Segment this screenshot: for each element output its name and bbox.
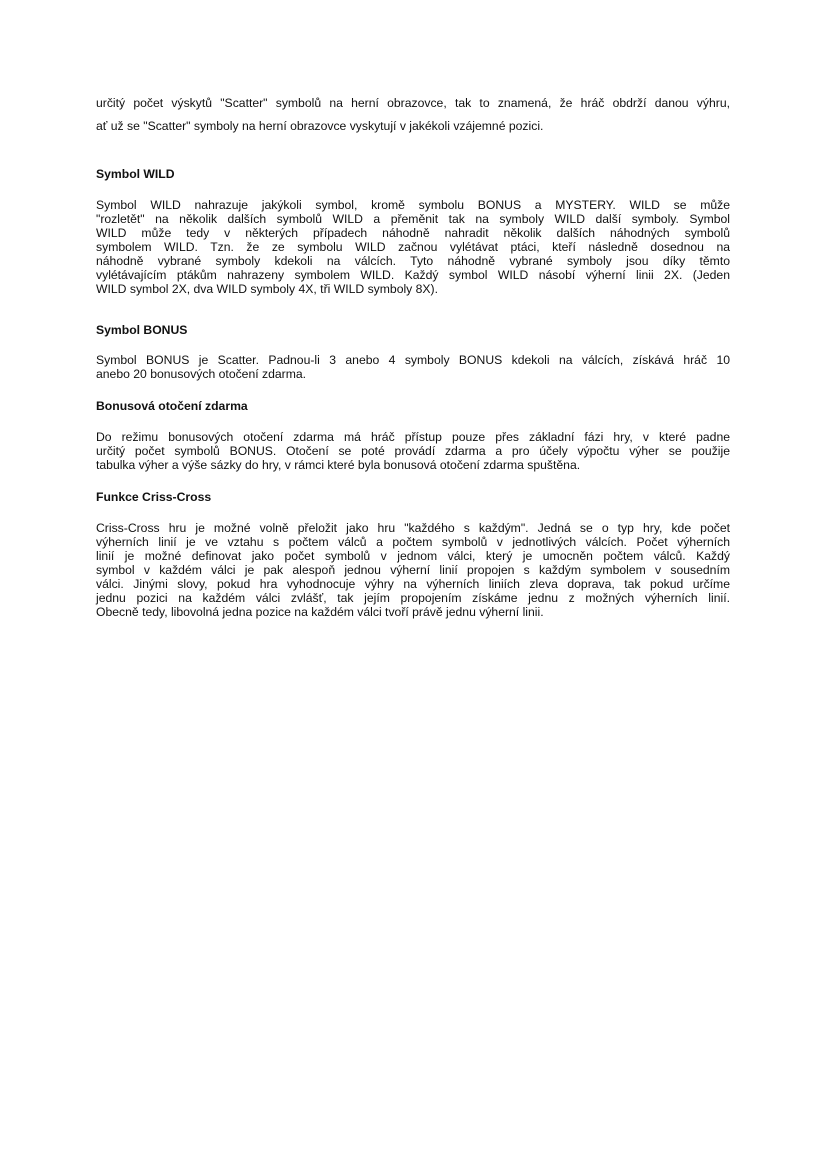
section-body-free-spins <box>96 430 730 472</box>
text-line: tabulka výher a výše sázky do hry, v rámci které byla bonusová otočení zdarma spuštěna. <box>96 458 581 472</box>
text-line: anebo 20 bonusových otočení zdarma. <box>96 367 307 381</box>
section-body-criss-cross <box>96 521 730 619</box>
text-line: Symbol WILD nahrazuje jakýkoli symbol, kromě symbolu BONUS a MYSTERY. WILD se může <box>96 198 730 212</box>
text-line: linií je možné definovat jako počet symbolů v jednom válci, který je umocněn počtem válců. Každý <box>96 549 730 563</box>
text-line: ať už se "Scatter" symboly na herní obrazovce vyskytují v jakékoli vzájemné pozici. <box>96 119 544 133</box>
text-line: symbolem WILD. Tzn. že ze symbolu WILD začnou vylétávat ptáci, kteří následně dosednou na <box>96 240 730 254</box>
text-line: Do režimu bonusových otočení zdarma má hráč přístup pouze přes základní fázi hry, v které padne <box>96 430 730 444</box>
text-line: jednu pozici na každém válci zvlášť, tak jejím propojením získáme jednu z možných výherních linií. <box>96 591 730 605</box>
text-line: výherních linií je ve vztahu s počtem válců a počtem symbolů v jednotlivých válcích. Počet výherních <box>96 535 730 549</box>
section-body-wild <box>96 198 730 296</box>
intro-paragraph <box>96 96 730 133</box>
text-line: WILD symbol 2X, dva WILD symboly 4X, tři WILD symboly 8X). <box>96 282 439 296</box>
text-line: symbol v každém válci je pak alespoň jednou výherní linií propojen s každým symbolem v sousedním <box>96 563 730 577</box>
text-line: Obecně tedy, libovolná jedna pozice na každém válci tvoří právě jednu výherní linii. <box>96 605 544 619</box>
text-line: náhodně vybrané symboly kdekoli na válcích. Tyto náhodně vybrané symboly jsou díky těmto <box>96 254 730 268</box>
text-line: WILD může tedy v některých případech náhodně nahradit několik dalších náhodných symbolů <box>96 226 730 240</box>
text-line: vylétávajícím ptákům nahrazeny symbolem WILD. Každý symbol WILD násobí výherní linii 2X. (Jeden <box>96 268 730 282</box>
text-line: Criss-Cross hru je možné volně přeložit jako hru "každého s každým". Jedná se o typ hry, kde počet <box>96 521 730 535</box>
text-line: určitý počet symbolů BONUS. Otočení se poté provádí zdarma a pro účely výpočtu výher se použije <box>96 444 730 458</box>
section-heading-criss-cross: Funkce Criss-Cross <box>96 490 212 504</box>
text-line: válci. Jinými slovy, pokud hra vyhodnocuje výhry na výherních liniích zleva doprava, tak pokud určíme <box>96 577 730 591</box>
text-line: určitý počet výskytů "Scatter" symbolů na herní obrazovce, tak to znamená, že hráč obdrží danou výhru, <box>96 96 730 110</box>
section-heading-wild: Symbol WILD <box>96 167 175 181</box>
section-heading-bonus: Symbol BONUS <box>96 323 188 337</box>
section-body-bonus <box>96 353 730 381</box>
text-line: "rozletět" na několik dalších symbolů WILD a přeměnit tak na symboly WILD další symboly. Symbol <box>96 212 730 226</box>
text-line: Symbol BONUS je Scatter. Padnou-li 3 anebo 4 symboly BONUS kdekoli na válcích, získává hráč 10 <box>96 353 730 367</box>
section-heading-free-spins: Bonusová otočení zdarma <box>96 399 248 413</box>
